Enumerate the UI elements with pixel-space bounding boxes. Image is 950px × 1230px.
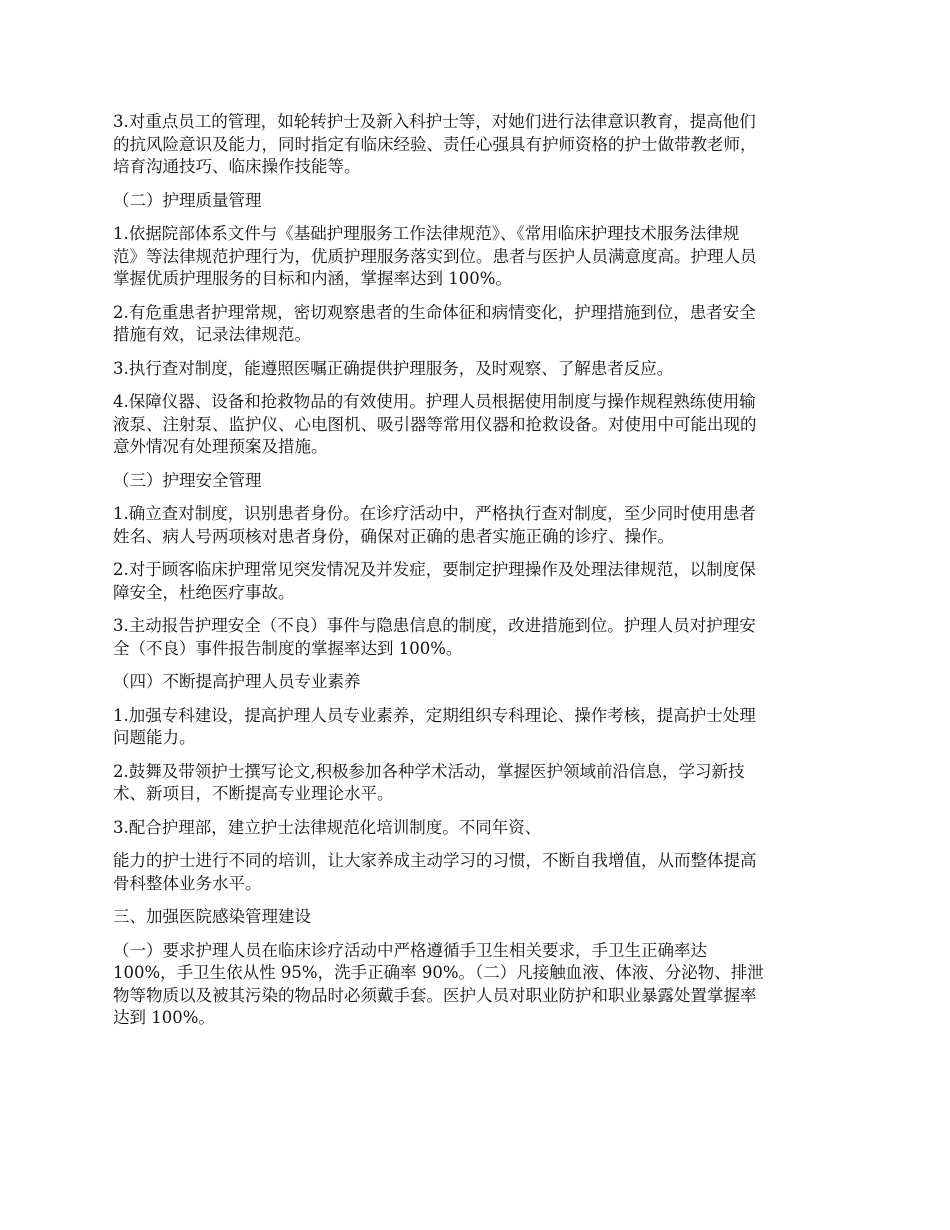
paragraph-professional-3: 3.配合护理部，建立护士法律规范化培训制度。不同年资、 xyxy=(113,817,542,837)
heading-professional-quality: （四）不断提高护理人员专业素养 xyxy=(113,672,361,691)
paragraph-professional-1: 1.加强专科建设，提高护理人员专业素养，定期组织专科理论、操作考核，提高护士处理 问题能力。 xyxy=(113,705,756,747)
heading-infection-control: 三、加强医院感染管理建设 xyxy=(113,907,311,926)
paragraph-quality-2: 2.有危重患者护理常规，密切观察患者的生命体征和病情变化，护理措施到位，患者安全 措施有效，记录法律规范。 xyxy=(113,302,756,344)
paragraph-key-staff-management: 3.对重点员工的管理，如轮转护士及新入科护士等，对她们进行法律意识教育，提高他们 的抗风险意识及能力，同时指定有临床经验、责任心强具有护师资格的护士做带教老师， 培育沟通技巧、临床操作技能等。 xyxy=(113,112,757,176)
paragraph-infection-1: （一）要求护理人员在临床诊疗活动中严格遵循手卫生相关要求，手卫生正确率达 100%，手卫生依从性 95%，洗手正确率 90%。（二）凡接触血液、体液、分泌物、排泄 物等物质以及被其污染的物品时必须戴手套。医护人员对职业防护和职业暴露处置掌握率 达到 100%。 xyxy=(113,940,764,1027)
paragraph-quality-3: 3.执行查对制度，能遵照医嘱正确提供护理服务，及时观察、了解患者反应。 xyxy=(113,358,674,378)
paragraph-quality-4: 4.保障仪器、设备和抢救物品的有效使用。护理人员根据使用制度与操作规程熟练使用输 液泵、注射泵、监护仪、心电图机、吸引器等常用仪器和抢救设备。对使用中可能出现的 意外情况有处理预案及措施。 xyxy=(113,392,757,456)
paragraph-safety-3: 3.主动报告护理安全（不良）事件与隐患信息的制度，改进措施到位。护理人员对护理安 全（不良）事件报告制度的掌握率达到 100%。 xyxy=(113,616,756,658)
paragraph-safety-1: 1.确立查对制度，识别患者身份。在诊疗活动中，严格执行查对制度，至少同时使用患者 姓名、病人号两项核对患者身份，确保对正确的患者实施正确的诊疗、操作。 xyxy=(113,504,756,546)
heading-nursing-quality: （二）护理质量管理 xyxy=(113,190,262,210)
paragraph-safety-2: 2.对于顾客临床护理常见突发情况及并发症，要制定护理操作及处理法律规范，以制度保 障安全，杜绝医疗事故。 xyxy=(113,560,756,602)
paragraph-professional-2: 2.鼓舞及带领护士撰写论文,积极参加各种学术活动，掌握医护领域前沿信息，学习新技 术、新项目，不断提高专业理论水平。 xyxy=(113,761,745,803)
paragraph-professional-3-cont: 能力的护士进行不同的培训，让大家养成主动学习的习惯，不断自我增值，从而整体提高 骨科整体业务水平。 xyxy=(113,851,757,893)
paragraph-quality-1: 1.依据院部体系文件与《基础护理服务工作法律规范》、《常用临床护理技术服务法律规 范》等法律规范护理行为，优质护理服务落实到位。患者与医护人员满意度高。护理人员 掌握优质护理服务的目标和内涵，掌握率达到 100%。 xyxy=(113,224,757,288)
heading-nursing-safety: （三）护理安全管理 xyxy=(113,470,262,490)
document-page xyxy=(113,111,843,1041)
